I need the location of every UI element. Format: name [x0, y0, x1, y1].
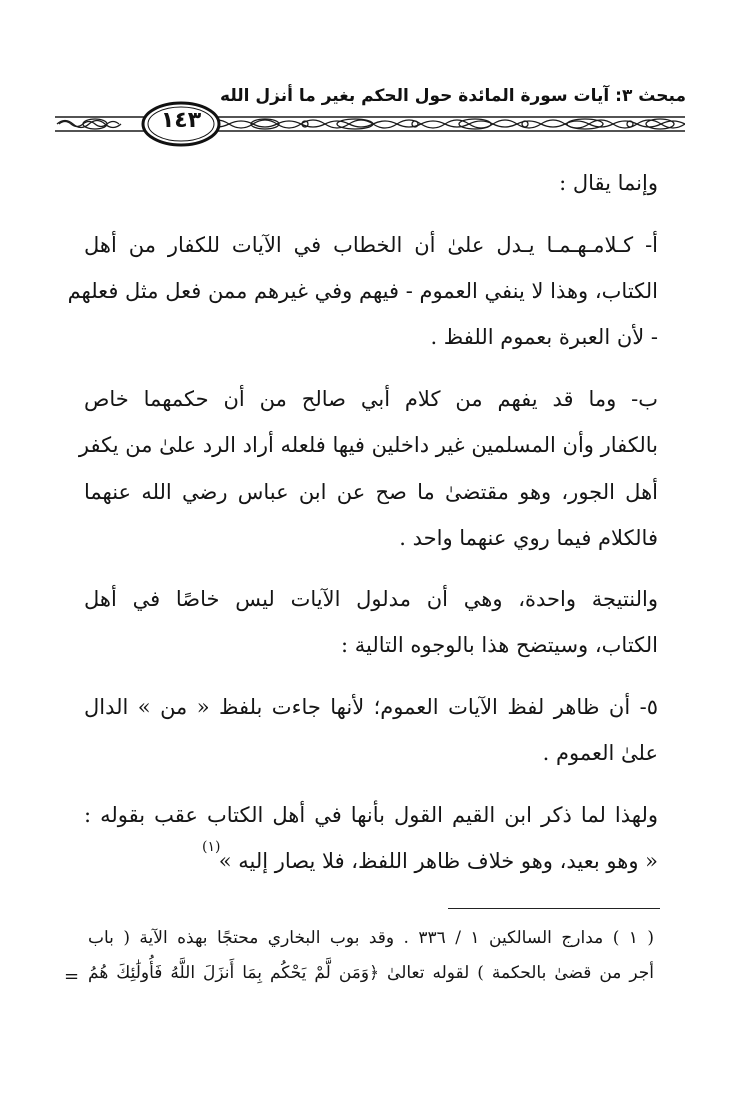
page-number: ١٤٣ [160, 108, 202, 133]
footnote-line: ( ١ ) مدارج السالكين ١ / ٣٣٦ . وقد بوب البخاري محتجًا بهذه الآية ( باب [88, 928, 654, 948]
body-line: علىٰ العموم . [542, 741, 658, 765]
body-line: ٥- أن ظاهر لفظ الآيات العموم؛ لأنها جاءت بلفظ « من » الدال [84, 695, 658, 719]
body-line: والنتيجة واحدة، وهي أن مدلول الآيات ليس خاصًا في أهل [84, 587, 658, 611]
body-line: « وهو بعيد، وهو خلاف ظاهر اللفظ، فلا يصار إليه » [218, 849, 658, 873]
footnote-continuation-mark: = [64, 966, 80, 987]
body-line: أهل الجور، وهو مقتضىٰ ما صح عن ابن عباس رضي الله عنهما [84, 480, 658, 504]
body-line: الكتاب، وسيتضح هذا بالوجوه التالية : [341, 633, 658, 657]
body-line: الكتاب، وهذا لا ينفي العموم - فيهم وفي غيرهم ممن فعل مثل فعلهم [67, 279, 658, 303]
footnote-reference: (١) [202, 839, 221, 855]
body-line: ولهذا لما ذكر ابن القيم القول بأنها في أهل الكتاب عقب بقوله : [84, 803, 658, 827]
body-line: وإنما يقال : [559, 171, 658, 195]
footnote-line: أجر من قضىٰ بالحكمة ) لقوله تعالىٰ ﴿وَمَن لَّمْ يَحْكُم بِمَا أَنزَلَ اللَّهُ فَأُولَٰئِكَ هُمُ [88, 963, 654, 983]
running-header-title: مبحث ٣: آيات سورة المائدة حول الحكم بغير ما أنزل الله [220, 86, 686, 106]
body-line: بالكفار وأن المسلمين غير داخلين فيها فلعله أراد الرد علىٰ من يكفر [78, 433, 658, 457]
footnote-separator [448, 908, 660, 909]
body-line: - لأن العبرة بعموم اللفظ . [430, 325, 658, 349]
body-line: فالكلام فيما روي عنهما واحد . [399, 526, 658, 550]
body-line: أ- كـلامـهـمـا يـدل علىٰ أن الخطاب في الآيات للكفار من أهل [84, 233, 658, 257]
body-line: ب- وما قد يفهم من كلام أبي صالح من أن حكمهما خاص [84, 387, 658, 411]
